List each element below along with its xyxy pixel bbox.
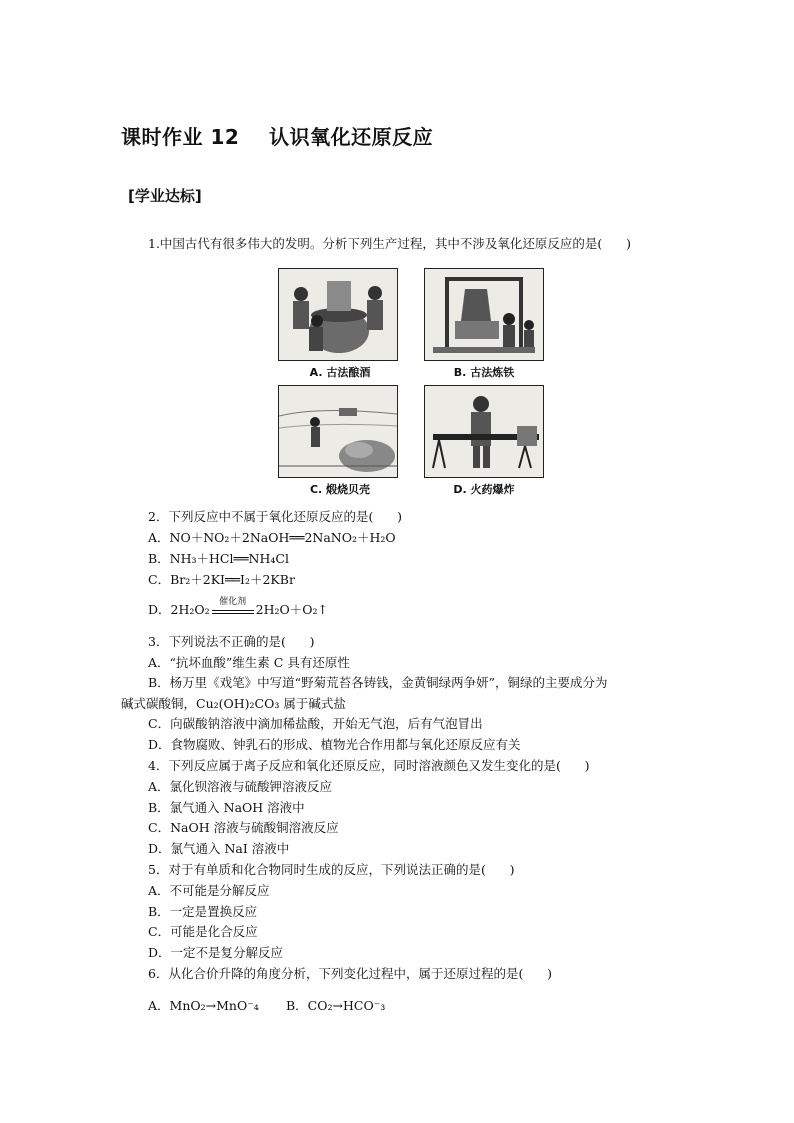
question-2-option-d	[148, 596, 329, 619]
question-3-option-c: C．向碳酸钠溶液中滴加稀盐酸，开始无气泡，后有气泡冒出	[148, 716, 483, 731]
reaction-condition	[210, 596, 256, 619]
question-5-option-c: C．可能是化合反应	[148, 924, 258, 939]
question-2-option-a: A．NO＋NO₂＋2NaOH══2NaNO₂＋H₂O	[148, 530, 396, 545]
question-5-option-b: B．一定是置换反应	[148, 904, 258, 919]
question-4-option-a: A．氯化钡溶液与硫酸钾溶液反应	[148, 779, 333, 794]
image-ancient-brewing	[278, 268, 398, 361]
image-ancient-ironmaking	[424, 268, 544, 361]
question-4-option-b: B．氯气通入 NaOH 溶液中	[148, 800, 305, 815]
question-3-option-b-line1: B．杨万里《戏笔》中写道“野菊荒苔各铸钱，金黄铜绿两争妍”，铜绿的主要成分为	[148, 675, 608, 690]
option-d-reactant: D．2H₂O₂	[148, 602, 210, 617]
question-6-stem: 6．从化合价升降的角度分析，下列变化过程中，属于还原过程的是( )	[148, 966, 553, 981]
question-4-option-d: D．氯气通入 NaI 溶液中	[148, 841, 290, 856]
question-5-stem: 5．对于有单质和化合物同时生成的反应，下列说法正确的是( )	[148, 862, 515, 877]
caption-c: C. 煅烧贝壳	[309, 483, 371, 496]
question-6-option-a: A．MnO₂→MnO⁻₄	[148, 998, 259, 1013]
image-calcining-shells	[278, 385, 398, 478]
question-5-option-a: A．不可能是分解反应	[148, 883, 270, 898]
question-3-stem: 3．下列说法不正确的是( )	[148, 634, 315, 649]
question-2-option-c: C．Br₂＋2KI══I₂＋2KBr	[148, 572, 295, 587]
section-heading: [学业达标]	[128, 187, 202, 205]
page-title: 课时作业 12 认识氧化还原反应	[121, 125, 434, 149]
caption-b: B. 古法炼铁	[453, 366, 515, 379]
question-3-option-b-line2: 碱式碳酸铜，Cu₂(OH)₂CO₃ 属于碱式盐	[121, 696, 346, 711]
question-3-option-a: A．“抗坏血酸”维生素 C 具有还原性	[148, 655, 350, 670]
question-3-option-d: D．食物腐败、钟乳石的形成、植物光合作用都与氧化还原反应有关	[148, 737, 521, 752]
question-1-stem: 1.中国古代有很多伟大的发明。分析下列生产过程，其中不涉及氧化还原反应的是( )	[148, 236, 632, 251]
question-4-stem: 4．下列反应属于离子反应和氧化还原反应，同时溶液颜色又发生变化的是( )	[148, 758, 590, 773]
caption-a: A. 古法酿酒	[309, 366, 371, 379]
option-d-products: 2H₂O＋O₂↑	[255, 602, 329, 617]
caption-d: D. 火药爆炸	[453, 483, 515, 496]
question-2-stem: 2．下列反应中不属于氧化还原反应的是( )	[148, 509, 403, 524]
image-gunpowder-explosion	[424, 385, 544, 478]
catalyst-label: 催化剂	[219, 596, 247, 607]
question-4-option-c: C．NaOH 溶液与硫酸铜溶液反应	[148, 820, 339, 835]
question-5-option-d: D．一定不是复分解反应	[148, 945, 284, 960]
question-2-option-b: B．NH₃＋HCl══NH₄Cl	[148, 551, 289, 566]
question-6-option-b: B．CO₂→HCO⁻₃	[286, 998, 386, 1013]
